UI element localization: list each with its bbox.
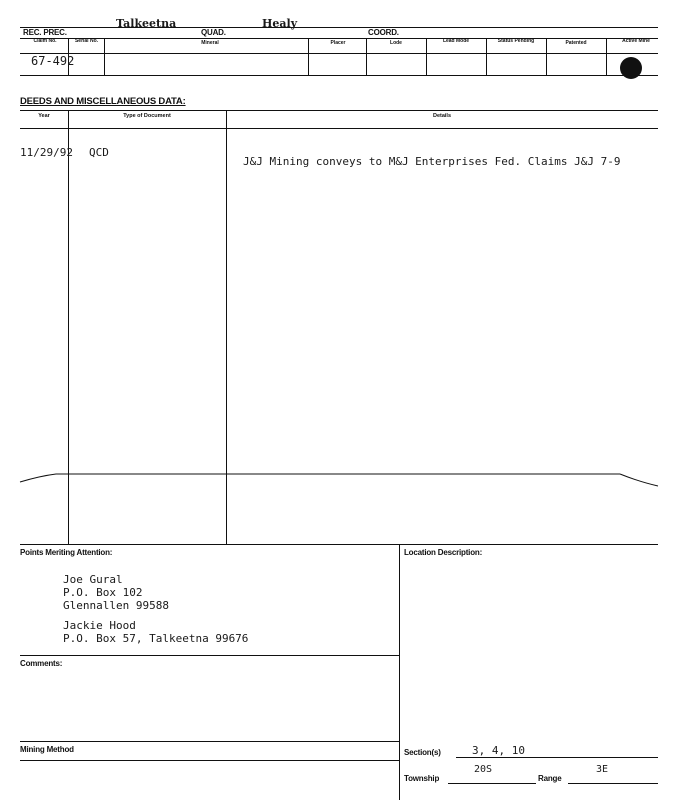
col-div-8 — [606, 38, 607, 75]
col-div-5 — [426, 38, 427, 75]
comments-label: Comments: — [20, 659, 63, 668]
deeds-header-rule — [20, 128, 658, 129]
contact-1-line2: Glennallen 99588 — [63, 599, 169, 612]
range-value: 3E — [596, 764, 609, 775]
deeds-col-year: Year — [38, 113, 50, 119]
col-active-mine: Active Mine — [622, 38, 650, 44]
section-line — [456, 757, 658, 758]
contact-2-name: Jackie Hood — [63, 619, 136, 632]
page-curl-marks — [0, 466, 678, 496]
mining-method-label: Mining Method — [20, 745, 74, 754]
contact-2-line1: P.O. Box 57, Talkeetna 99676 — [63, 632, 249, 645]
deed-entry-type: QCD — [89, 146, 109, 159]
contact-1-line1: P.O. Box 102 — [63, 586, 143, 599]
quad-value: Healy — [262, 17, 298, 30]
rec-prec-value: Talkeetna — [116, 17, 177, 30]
mining-method-bottom-rule — [20, 760, 399, 761]
quad-label: QUAD. — [201, 28, 226, 37]
location-label: Location Description: — [404, 548, 483, 557]
township-value: 20S — [474, 764, 493, 775]
coord-label: COORD. — [368, 28, 399, 37]
attention-label: Points Meriting Attention: — [20, 548, 113, 557]
col-div-7 — [546, 38, 547, 75]
rec-prec-label: REC. PREC. — [23, 28, 67, 37]
col-lead-mode: Lead Mode — [442, 38, 470, 44]
deeds-top-rule — [20, 110, 658, 111]
deeds-col-details: Details — [432, 113, 452, 119]
section-value: 3, 4, 10 — [472, 744, 525, 757]
range-line — [568, 783, 658, 784]
col-div-6 — [486, 38, 487, 75]
deeds-section-title: DEEDS AND MISCELLANEOUS DATA: — [20, 96, 186, 107]
col-placer: Placer — [330, 40, 346, 46]
col-div-4 — [366, 38, 367, 75]
header-rule-4 — [20, 75, 658, 76]
header-rule-3 — [20, 53, 658, 54]
deeds-bottom-rule — [20, 544, 658, 545]
col-status-pending: Status Pending — [497, 38, 535, 44]
col-div-2 — [104, 38, 105, 75]
township-label: Township — [404, 774, 440, 783]
lower-center-divider — [399, 544, 400, 800]
col-claim-no: Claim No. — [33, 38, 57, 44]
township-line — [448, 783, 536, 784]
contact-1-name: Joe Gural — [63, 573, 123, 586]
col-div-3 — [308, 38, 309, 75]
header-rule-2 — [20, 38, 658, 39]
deed-entry-year: 11/29/92 — [20, 146, 73, 159]
col-lode: Lode — [390, 40, 402, 46]
deeds-col-type: Type of Document — [123, 113, 171, 119]
comments-top-rule — [20, 655, 399, 656]
claim-number-value: 67-492 — [31, 54, 75, 68]
col-mineral: Mineral — [201, 40, 219, 46]
col-patented: Patented — [565, 40, 587, 46]
deed-entry-details: J&J Mining conveys to M&J Enterprises Fed. Claims J&J 7-9 — [243, 155, 621, 168]
section-label: Section(s) — [404, 748, 441, 757]
mining-method-top-rule — [20, 741, 399, 742]
range-label: Range — [538, 774, 562, 783]
col-serial-no: Serial No. — [74, 38, 99, 44]
active-mine-mark — [620, 57, 642, 79]
